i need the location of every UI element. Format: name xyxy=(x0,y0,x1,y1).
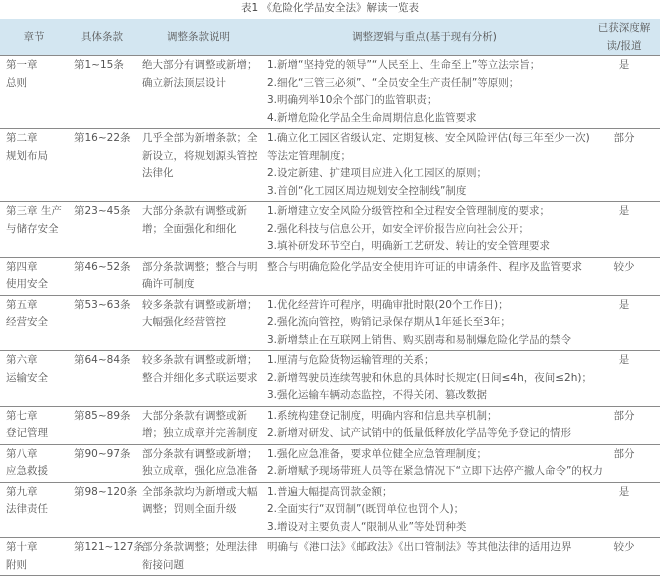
articles-cell xyxy=(68,129,136,202)
description-cell xyxy=(136,406,261,444)
table-row xyxy=(0,56,660,129)
header-description: 调整条款说明 xyxy=(136,19,261,56)
key-points-line: 1.新增建立安全风险分级管控和全过程安全管理制度的要求； xyxy=(267,205,551,217)
chapter-cell xyxy=(0,257,68,295)
status-cell xyxy=(588,351,660,407)
key-points-cell xyxy=(261,129,588,202)
key-points-line: 3.强化运输车辆动态监控，不得关闭、篡改数据 xyxy=(267,389,488,401)
key-points-line: 3.填补研发环节空白，明确新工艺研发、转让的安全管理要求 xyxy=(267,240,551,252)
articles-cell xyxy=(68,202,136,258)
articles-text: 第53~63条 xyxy=(74,298,131,311)
articles-cell xyxy=(68,406,136,444)
description-cell xyxy=(136,56,261,129)
chapter-line: 应急救援 xyxy=(6,465,48,477)
key-points-line: 2.强化流向管控，购销记录保存期从1年延长至3年； xyxy=(267,316,511,328)
status-cell xyxy=(588,202,660,258)
chapter-line: 第二章 xyxy=(6,132,38,144)
status-cell xyxy=(588,406,660,444)
articles-cell xyxy=(68,444,136,482)
description-cell xyxy=(136,351,261,407)
status-cell xyxy=(588,295,660,351)
description-line: 较多条款有调整或新增； xyxy=(142,298,258,311)
key-points-line: 1.系统构建登记制度，明确内容和信息共享机制； xyxy=(267,409,498,422)
key-points-line: 2.新增对研发、试产试销中的低量低释放化学品等免予登记的情形 xyxy=(267,427,572,439)
key-points-line: 2.新增驾驶员连续驾驶和休息的具体时长规定(日间≤4h，夜间≤2h)； xyxy=(267,371,592,384)
description-line: 衔接问题 xyxy=(142,558,184,571)
key-points-line: 整合与明确危险化学品安全使用许可证的申请条件、程序及监管要求 xyxy=(267,260,582,273)
description-cell xyxy=(136,482,261,538)
status-cell xyxy=(588,56,660,129)
chapter-line: 附则 xyxy=(6,558,27,571)
description-line: 独立成章，强化应急准备 xyxy=(142,465,258,477)
key-points-line: 1.优化经营许可程序，明确审批时限(20个工作日)； xyxy=(267,298,509,311)
key-points-line: 等法定管理制度； xyxy=(267,149,351,162)
chapter-cell xyxy=(0,482,68,538)
articles-text: 第121~127条 xyxy=(74,541,144,553)
status-text: 是 xyxy=(618,298,630,311)
description-cell xyxy=(136,257,261,295)
description-line: 大幅强化经营管控 xyxy=(142,316,226,328)
key-points-cell xyxy=(261,482,588,538)
chapter-cell xyxy=(0,202,68,258)
articles-cell xyxy=(68,56,136,129)
table-header-row xyxy=(0,19,660,56)
description-line: 部分条款调整；整合与明 xyxy=(142,260,258,273)
chapter-line: 第十章 xyxy=(6,541,38,553)
status-cell xyxy=(588,129,660,202)
key-points-cell xyxy=(261,257,588,295)
chapter-cell xyxy=(0,406,68,444)
header-chapter: 章节 xyxy=(0,19,68,56)
chapter-line: 第八章 xyxy=(6,447,38,460)
status-text: 较少 xyxy=(613,541,635,553)
table-title: 表1 《危险化学品安全法》解读一览表 xyxy=(240,2,420,14)
description-line: 部分条款有调整或新增； xyxy=(142,447,258,460)
key-points-line: 1.强化应急准备，要求单位健全应急管理制度； xyxy=(267,447,488,460)
articles-cell xyxy=(68,482,136,538)
table-row xyxy=(0,351,660,407)
key-points-line: 2.新增赋予现场带班人员等在紧急情况下“立即下达停产撤人命令”的权力 xyxy=(267,465,603,477)
description-line: 全部条款均为新增或大幅 xyxy=(142,485,258,498)
description-cell xyxy=(136,538,261,576)
description-line: 绝大部分有调整或新增； xyxy=(142,59,258,71)
description-cell xyxy=(136,202,261,258)
description-cell xyxy=(136,129,261,202)
table-row xyxy=(0,257,660,295)
status-text: 部分 xyxy=(613,132,635,144)
key-points-line: 2.全面实行“双罚制”(既罚单位也罚个人)； xyxy=(267,503,465,515)
chapter-line: 第一章 xyxy=(6,59,38,71)
interpretation-table xyxy=(0,19,660,576)
status-cell xyxy=(588,538,660,576)
key-points-line: 2.强化科技与信息公开，如安全评价报告应向社会公开； xyxy=(267,222,530,235)
key-points-line: 1.厘清与危险货物运输管理的关系； xyxy=(267,354,435,366)
articles-text: 第46~52条 xyxy=(74,260,131,273)
key-points-line: 4.新增危险化学品全生命周期信息化监管要求 xyxy=(267,111,477,124)
status-text: 部分 xyxy=(613,409,635,422)
chapter-line: 第九章 xyxy=(6,485,38,498)
articles-text: 第23~45条 xyxy=(74,205,131,217)
table-row xyxy=(0,295,660,351)
key-points-line: 明确与《港口法》《邮政法》《出口管制法》等其他法律的适用边界 xyxy=(267,541,572,553)
key-points-line: 1.确立化工园区省级认定、定期复核、安全风险评估(每三年至少一次) xyxy=(267,132,590,144)
key-points-cell xyxy=(261,351,592,407)
key-points-line: 3.首创“化工园区周边规划安全控制线”制度 xyxy=(267,184,467,197)
chapter-cell xyxy=(0,129,68,202)
description-line: 大部分条款有调整或新 xyxy=(142,205,247,217)
header-articles: 具体条款 xyxy=(68,19,136,56)
status-text: 较少 xyxy=(613,260,635,273)
description-line: 几乎全部为新增条款；全 xyxy=(142,132,258,144)
chapter-line: 总则 xyxy=(6,76,27,89)
header-key-points: 调整逻辑与重点(基于现有分析) xyxy=(261,19,588,56)
chapter-line: 规划布局 xyxy=(6,149,48,162)
key-points-cell xyxy=(261,406,588,444)
status-text: 是 xyxy=(618,59,630,71)
table-row xyxy=(0,444,660,482)
table-row xyxy=(0,129,660,202)
description-line: 大部分条款有调整或新 xyxy=(142,409,247,422)
description-line: 法律化 xyxy=(142,167,174,179)
key-points-cell xyxy=(261,56,588,129)
chapter-cell xyxy=(0,351,68,407)
description-line: 较多条款有调整或新增； xyxy=(142,354,258,366)
chapter-line: 第四章 xyxy=(6,260,38,273)
table-row xyxy=(0,538,660,576)
description-line: 调整；罚则全面升级 xyxy=(142,503,237,515)
chapter-line: 第五章 xyxy=(6,298,38,311)
key-points-line: 2.设定新建、扩建项目应进入化工园区的原则； xyxy=(267,167,488,179)
description-line: 确许可制度 xyxy=(142,278,195,290)
table-row xyxy=(0,482,660,538)
description-line: 整合并细化多式联运要求 xyxy=(142,371,258,384)
chapter-line: 与储存安全 xyxy=(6,222,59,235)
description-line: 确立新法顶层设计 xyxy=(142,76,226,89)
chapter-cell xyxy=(0,538,68,576)
status-cell xyxy=(588,257,660,295)
key-points-line: 1.新增“坚持党的领导”“人民至上、生命至上”等立法宗旨； xyxy=(267,59,541,71)
articles-text: 第90~97条 xyxy=(74,447,131,460)
status-text: 是 xyxy=(618,205,630,217)
articles-text: 第16~22条 xyxy=(74,132,131,144)
description-cell xyxy=(136,444,261,482)
articles-cell xyxy=(68,257,136,295)
table-row xyxy=(0,202,660,258)
description-line: 增；全面强化和细化 xyxy=(142,222,237,235)
articles-text: 第98~120条 xyxy=(74,485,138,498)
articles-cell xyxy=(68,538,144,576)
description-cell xyxy=(136,295,261,351)
status-text: 是 xyxy=(618,354,630,366)
key-points-cell xyxy=(261,444,603,482)
chapter-cell xyxy=(0,444,68,482)
status-text: 部分 xyxy=(613,447,635,460)
articles-text: 第64~84条 xyxy=(74,354,131,366)
key-points-cell xyxy=(261,538,588,576)
status-text: 是 xyxy=(618,485,630,498)
description-line: 增；独立成章并完善制度 xyxy=(142,427,258,439)
description-line: 部分条款调整；处理法律 xyxy=(142,541,258,553)
chapter-line: 法律责任 xyxy=(6,503,48,515)
articles-cell xyxy=(68,295,136,351)
chapter-line: 使用安全 xyxy=(6,278,48,290)
chapter-line: 登记管理 xyxy=(6,427,48,439)
articles-text: 第1~15条 xyxy=(74,59,124,71)
key-points-cell xyxy=(261,295,588,351)
key-points-line: 1.普遍大幅提高罚款金额； xyxy=(267,485,393,498)
key-points-line: 3.新增禁止在互联网上销售、购买剧毒和易制爆危险化学品的禁令 xyxy=(267,333,572,346)
chapter-line: 第六章 xyxy=(6,354,38,366)
articles-cell xyxy=(68,351,136,407)
articles-text: 第85~89条 xyxy=(74,409,131,422)
chapter-line: 经营安全 xyxy=(6,316,48,328)
key-points-line: 3.明确列举10余个部门的监管职责； xyxy=(267,94,438,106)
header-status: 已获深度解读/报道 xyxy=(588,19,660,56)
key-points-line: 2.细化“三管三必须”、“全员安全生产责任制”等原则； xyxy=(267,76,520,89)
chapter-line: 第三章 生产 xyxy=(6,205,62,217)
chapter-cell xyxy=(0,56,68,129)
key-points-cell xyxy=(261,202,588,258)
key-points-line: 3.增设对主要负责人“限制从业”等处罚种类 xyxy=(267,520,467,533)
status-cell xyxy=(588,482,660,538)
table-row xyxy=(0,406,660,444)
description-line: 新设立，将规划源头管控 xyxy=(142,149,258,162)
chapter-line: 第七章 xyxy=(6,409,38,422)
chapter-cell xyxy=(0,295,68,351)
chapter-line: 运输安全 xyxy=(6,371,48,384)
